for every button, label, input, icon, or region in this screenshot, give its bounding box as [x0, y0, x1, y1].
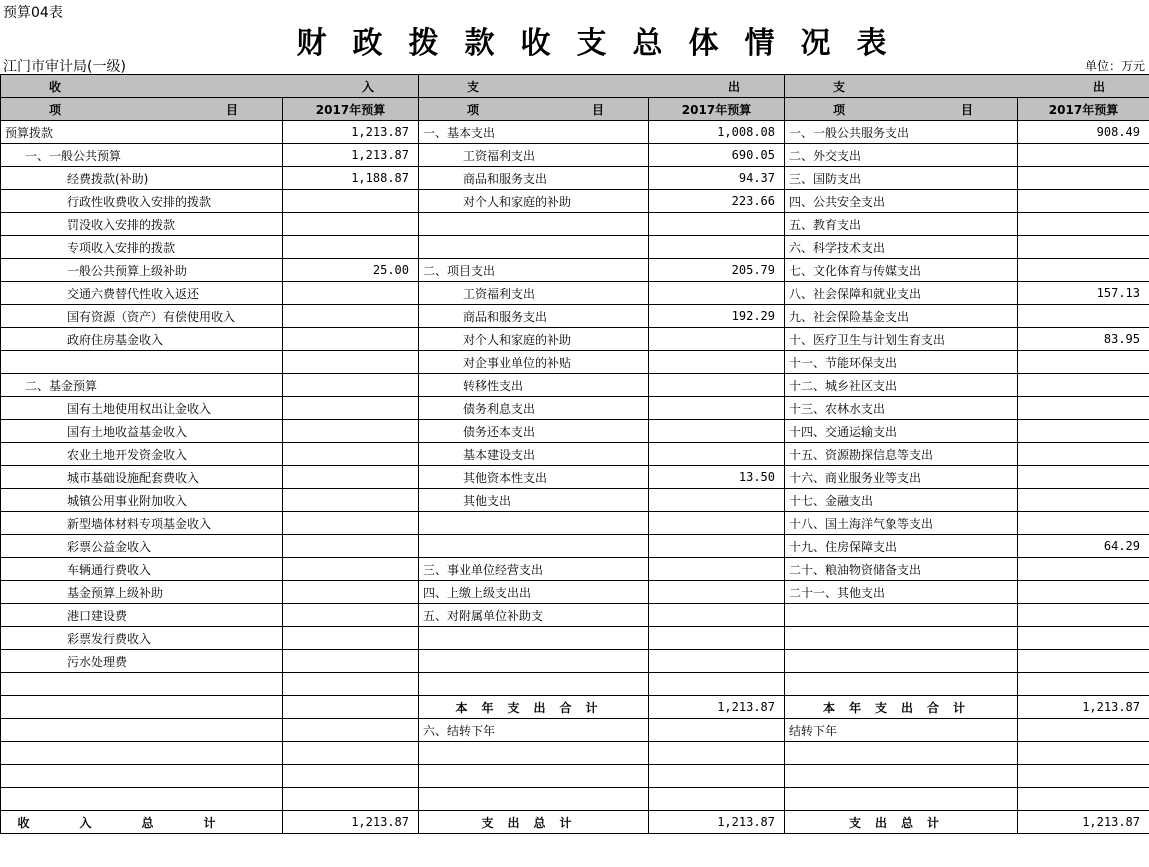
expense1-value[interactable]: 94.37 — [649, 167, 785, 190]
income-value[interactable] — [283, 305, 419, 328]
table-row — [1, 742, 1149, 765]
income-item[interactable] — [1, 765, 283, 788]
table-row — [1, 190, 1149, 213]
expense2-value[interactable]: 64.29 — [1018, 535, 1149, 558]
expense1-item[interactable]: 对企事业单位的补贴 — [419, 351, 649, 374]
header-exp1-left: 支 — [467, 79, 480, 94]
col-item-right: 目 — [591, 102, 604, 117]
expense2-item[interactable]: 十四、交通运输支出 — [785, 420, 1018, 443]
income-total-label[interactable]: 收入总计 — [1, 811, 283, 834]
expense1-value[interactable] — [649, 581, 785, 604]
expense1-value[interactable] — [649, 719, 785, 742]
income-item[interactable]: 一、一般公共预算 — [1, 144, 283, 167]
header-column-row — [1, 98, 1149, 121]
table-row — [1, 121, 1149, 144]
expense2-item[interactable]: 二十一、其他支出 — [785, 581, 1018, 604]
expense2-value[interactable] — [1018, 443, 1149, 466]
col-item-exp1 — [419, 98, 649, 121]
income-value[interactable] — [283, 443, 419, 466]
expense1-total-value[interactable]: 1,213.87 — [649, 811, 785, 834]
expense1-value[interactable] — [649, 236, 785, 259]
income-item[interactable]: 彩票发行费收入 — [1, 627, 283, 650]
expense1-item[interactable]: 四、上缴上级支出出 — [419, 581, 649, 604]
expense2-item[interactable]: 结转下年 — [785, 719, 1018, 742]
expense2-value[interactable] — [1018, 765, 1149, 788]
expense2-item[interactable]: 二、外交支出 — [785, 144, 1018, 167]
income-item[interactable] — [1, 696, 283, 719]
income-item[interactable] — [1, 673, 283, 696]
expense2-value[interactable] — [1018, 489, 1149, 512]
col-item-income — [1, 98, 283, 121]
expense2-item[interactable]: 八、社会保障和就业支出 — [785, 282, 1018, 305]
expense2-value[interactable]: 908.49 — [1018, 121, 1149, 144]
income-item[interactable]: 国有土地使用权出让金收入 — [1, 397, 283, 420]
expense1-value[interactable]: 690.05 — [649, 144, 785, 167]
income-item[interactable]: 一般公共预算上级补助 — [1, 259, 283, 282]
expense2-total-label[interactable]: 支出总计 — [785, 811, 1018, 834]
income-value[interactable] — [283, 788, 419, 811]
income-value[interactable] — [283, 558, 419, 581]
table-row — [1, 581, 1149, 604]
expense2-value[interactable] — [1018, 374, 1149, 397]
col-budget-exp1: 2017年预算 — [649, 98, 785, 121]
header-expense-2 — [785, 75, 1149, 98]
expense2-item[interactable] — [785, 788, 1018, 811]
income-value[interactable] — [283, 673, 419, 696]
col-item-left: 项 — [49, 102, 62, 117]
header-exp2-left: 支 — [833, 79, 846, 94]
expense2-item[interactable]: 本年支出合计 — [785, 696, 1018, 719]
expense1-item[interactable]: 对个人和家庭的补助 — [419, 328, 649, 351]
table-row — [1, 443, 1149, 466]
table-row — [1, 282, 1149, 305]
income-item[interactable]: 城市基础设施配套费收入 — [1, 466, 283, 489]
form-number: 预算04表 — [3, 5, 63, 21]
expense1-value[interactable] — [649, 397, 785, 420]
income-item[interactable]: 政府住房基金收入 — [1, 328, 283, 351]
expense1-item[interactable] — [419, 650, 649, 673]
table-row — [1, 167, 1149, 190]
expense2-item[interactable]: 四、公共安全支出 — [785, 190, 1018, 213]
income-value[interactable] — [283, 397, 419, 420]
expense1-item[interactable]: 一、基本支出 — [419, 121, 649, 144]
table-row — [1, 788, 1149, 811]
organization-name: 江门市审计局(一级) — [3, 59, 126, 75]
income-item[interactable]: 行政性收费收入安排的拨款 — [1, 190, 283, 213]
expense2-value[interactable] — [1018, 512, 1149, 535]
expense2-item[interactable] — [785, 673, 1018, 696]
expense1-value[interactable] — [649, 535, 785, 558]
col-budget-exp2: 2017年预算 — [1018, 98, 1149, 121]
income-total-value[interactable]: 1,213.87 — [283, 811, 419, 834]
col-budget-income: 2017年预算 — [283, 98, 419, 121]
income-value[interactable]: 1,213.87 — [283, 121, 419, 144]
income-value[interactable] — [283, 604, 419, 627]
expense1-item[interactable]: 债务利息支出 — [419, 397, 649, 420]
table-row — [1, 466, 1149, 489]
expense2-item[interactable]: 十九、住房保障支出 — [785, 535, 1018, 558]
expense1-value[interactable] — [649, 374, 785, 397]
income-value[interactable] — [283, 581, 419, 604]
income-value[interactable] — [283, 696, 419, 719]
header-expense-1 — [419, 75, 785, 98]
expense2-value[interactable] — [1018, 604, 1149, 627]
unit-label: 单位：万元 — [1084, 59, 1145, 73]
expense2-value[interactable] — [1018, 305, 1149, 328]
expense1-value[interactable] — [649, 282, 785, 305]
table-row — [1, 328, 1149, 351]
expense1-item[interactable]: 商品和服务支出 — [419, 305, 649, 328]
expense2-value[interactable] — [1018, 581, 1149, 604]
col-item-left: 项 — [467, 102, 480, 117]
income-item[interactable]: 国有土地收益基金收入 — [1, 420, 283, 443]
expense1-value[interactable] — [649, 328, 785, 351]
expense2-value[interactable] — [1018, 236, 1149, 259]
expense2-value[interactable] — [1018, 259, 1149, 282]
table-row — [1, 144, 1149, 167]
income-item[interactable]: 新型墙体材料专项基金收入 — [1, 512, 283, 535]
expense1-item[interactable] — [419, 788, 649, 811]
expense2-value[interactable] — [1018, 420, 1149, 443]
expense2-item[interactable] — [785, 627, 1018, 650]
header-exp2-right: 出 — [1092, 79, 1105, 94]
expense1-item[interactable]: 其他资本性支出 — [419, 466, 649, 489]
income-item[interactable]: 农业土地开发资金收入 — [1, 443, 283, 466]
expense1-item[interactable]: 工资福利支出 — [419, 144, 649, 167]
expense1-item[interactable]: 五、对附属单位补助支 — [419, 604, 649, 627]
expense2-value[interactable] — [1018, 742, 1149, 765]
table-row — [1, 489, 1149, 512]
expense1-item[interactable]: 基本建设支出 — [419, 443, 649, 466]
expense1-item[interactable]: 对个人和家庭的补助 — [419, 190, 649, 213]
income-item[interactable]: 彩票公益金收入 — [1, 535, 283, 558]
table-row — [1, 535, 1149, 558]
expense1-item[interactable]: 本年支出合计 — [419, 696, 649, 719]
expense1-value[interactable] — [649, 788, 785, 811]
table-row — [1, 558, 1149, 581]
expense1-item[interactable]: 商品和服务支出 — [419, 167, 649, 190]
header-exp1-right: 出 — [727, 79, 740, 94]
budget-table — [0, 74, 1149, 834]
income-item[interactable]: 污水处理费 — [1, 650, 283, 673]
income-value[interactable]: 25.00 — [283, 259, 419, 282]
income-item[interactable] — [1, 788, 283, 811]
table-row — [1, 374, 1149, 397]
income-item[interactable]: 罚没收入安排的拨款 — [1, 213, 283, 236]
income-value[interactable]: 1,213.87 — [283, 144, 419, 167]
expense1-value[interactable] — [649, 351, 785, 374]
income-value[interactable] — [283, 466, 419, 489]
expense1-item[interactable] — [419, 512, 649, 535]
expense2-item[interactable] — [785, 604, 1018, 627]
income-item[interactable]: 国有资源（资产）有偿使用收入 — [1, 305, 283, 328]
income-value[interactable] — [283, 512, 419, 535]
expense2-item[interactable]: 十二、城乡社区支出 — [785, 374, 1018, 397]
expense2-item[interactable]: 十七、金融支出 — [785, 489, 1018, 512]
table-row — [1, 213, 1149, 236]
expense2-item[interactable]: 十六、商业服务业等支出 — [785, 466, 1018, 489]
income-value[interactable] — [283, 282, 419, 305]
table-row — [1, 719, 1149, 742]
expense2-item[interactable]: 五、教育支出 — [785, 213, 1018, 236]
income-value[interactable] — [283, 719, 419, 742]
expense1-value[interactable] — [649, 604, 785, 627]
expense2-item[interactable]: 十三、农林水支出 — [785, 397, 1018, 420]
expense2-value[interactable] — [1018, 397, 1149, 420]
income-value[interactable] — [283, 213, 419, 236]
expense1-value[interactable]: 13.50 — [649, 466, 785, 489]
expense2-value[interactable] — [1018, 719, 1149, 742]
income-item[interactable]: 专项收入安排的拨款 — [1, 236, 283, 259]
col-item-exp2 — [785, 98, 1018, 121]
expense2-item[interactable]: 六、科学技术支出 — [785, 236, 1018, 259]
expense2-item[interactable]: 十八、国土海洋气象等支出 — [785, 512, 1018, 535]
expense2-value[interactable] — [1018, 351, 1149, 374]
expense1-item[interactable] — [419, 765, 649, 788]
table-row — [1, 351, 1149, 374]
expense2-item[interactable]: 一、一般公共服务支出 — [785, 121, 1018, 144]
col-item-right: 目 — [960, 102, 973, 117]
table-row — [1, 765, 1149, 788]
expense2-value[interactable]: 83.95 — [1018, 328, 1149, 351]
income-value[interactable] — [283, 236, 419, 259]
expense2-value[interactable] — [1018, 673, 1149, 696]
page-title: 财政拨款收支总体情况表 — [296, 26, 913, 61]
expense1-value[interactable] — [649, 765, 785, 788]
table-row — [1, 673, 1149, 696]
totals-row — [1, 811, 1149, 834]
expense2-item[interactable]: 十一、节能环保支出 — [785, 351, 1018, 374]
income-item[interactable]: 预算拨款 — [1, 121, 283, 144]
expense1-value[interactable] — [649, 443, 785, 466]
table-row — [1, 397, 1149, 420]
expense1-value[interactable]: 1,213.87 — [649, 696, 785, 719]
income-value[interactable] — [283, 489, 419, 512]
table-row — [1, 604, 1149, 627]
table-row — [1, 420, 1149, 443]
expense1-item[interactable]: 六、结转下年 — [419, 719, 649, 742]
expense2-value[interactable] — [1018, 144, 1149, 167]
expense1-value[interactable] — [649, 558, 785, 581]
expense1-item[interactable]: 转移性支出 — [419, 374, 649, 397]
expense1-total-label[interactable]: 支出总计 — [419, 811, 649, 834]
expense1-value[interactable]: 223.66 — [649, 190, 785, 213]
expense1-item[interactable]: 债务还本支出 — [419, 420, 649, 443]
expense2-value[interactable]: 1,213.87 — [1018, 696, 1149, 719]
col-item-right: 目 — [225, 102, 238, 117]
expense1-value[interactable]: 1,008.08 — [649, 121, 785, 144]
expense2-item[interactable] — [785, 765, 1018, 788]
expense1-value[interactable] — [649, 673, 785, 696]
table-row — [1, 259, 1149, 282]
expense1-value[interactable] — [649, 650, 785, 673]
expense2-value[interactable]: 157.13 — [1018, 282, 1149, 305]
income-item[interactable] — [1, 719, 283, 742]
expense2-value[interactable] — [1018, 190, 1149, 213]
expense1-item[interactable]: 二、项目支出 — [419, 259, 649, 282]
expense2-value[interactable] — [1018, 627, 1149, 650]
col-item-left: 项 — [833, 102, 846, 117]
expense2-value[interactable] — [1018, 167, 1149, 190]
expense2-item[interactable] — [785, 742, 1018, 765]
header-income — [1, 75, 419, 98]
expense1-value[interactable]: 192.29 — [649, 305, 785, 328]
expense2-item[interactable] — [785, 650, 1018, 673]
expense1-value[interactable] — [649, 213, 785, 236]
table-row — [1, 627, 1149, 650]
table-row — [1, 305, 1149, 328]
expense2-total-value[interactable]: 1,213.87 — [1018, 811, 1149, 834]
expense2-value[interactable] — [1018, 788, 1149, 811]
income-item[interactable]: 车辆通行费收入 — [1, 558, 283, 581]
expense1-item[interactable] — [419, 742, 649, 765]
expense2-item[interactable]: 十、医疗卫生与计划生育支出 — [785, 328, 1018, 351]
expense2-value[interactable] — [1018, 650, 1149, 673]
income-value[interactable] — [283, 190, 419, 213]
table-row — [1, 650, 1149, 673]
expense1-value[interactable] — [649, 420, 785, 443]
expense1-item[interactable] — [419, 535, 649, 558]
expense1-value[interactable] — [649, 512, 785, 535]
expense2-item[interactable]: 七、文化体育与传媒支出 — [785, 259, 1018, 282]
expense1-item[interactable] — [419, 236, 649, 259]
income-item[interactable] — [1, 742, 283, 765]
income-value[interactable] — [283, 328, 419, 351]
income-value[interactable] — [283, 627, 419, 650]
income-item[interactable]: 交通六费替代性收入返还 — [1, 282, 283, 305]
expense1-value[interactable]: 205.79 — [649, 259, 785, 282]
income-value[interactable] — [283, 650, 419, 673]
income-item[interactable]: 城镇公用事业附加收入 — [1, 489, 283, 512]
income-item[interactable]: 经费拨款(补助) — [1, 167, 283, 190]
expense1-item[interactable]: 其他支出 — [419, 489, 649, 512]
expense1-item[interactable] — [419, 627, 649, 650]
header-group-row — [1, 75, 1149, 98]
expense2-item[interactable]: 三、国防支出 — [785, 167, 1018, 190]
income-item[interactable]: 基金预算上级补助 — [1, 581, 283, 604]
expense1-item[interactable]: 三、事业单位经营支出 — [419, 558, 649, 581]
expense2-value[interactable] — [1018, 466, 1149, 489]
income-value[interactable] — [283, 765, 419, 788]
income-value[interactable] — [283, 374, 419, 397]
expense1-item[interactable]: 工资福利支出 — [419, 282, 649, 305]
table-row — [1, 696, 1149, 719]
income-value[interactable] — [283, 742, 419, 765]
header-income-right: 入 — [361, 79, 374, 94]
expense1-value[interactable] — [649, 627, 785, 650]
income-value[interactable] — [283, 420, 419, 443]
expense1-item[interactable] — [419, 673, 649, 696]
expense2-item[interactable]: 九、社会保险基金支出 — [785, 305, 1018, 328]
header-income-left: 收 — [49, 79, 62, 94]
income-value[interactable] — [283, 351, 419, 374]
expense2-item[interactable]: 十五、资源勘探信息等支出 — [785, 443, 1018, 466]
expense2-value[interactable] — [1018, 213, 1149, 236]
expense2-value[interactable] — [1018, 558, 1149, 581]
income-item[interactable]: 二、基金预算 — [1, 374, 283, 397]
income-value[interactable] — [283, 535, 419, 558]
income-item[interactable]: 港口建设费 — [1, 604, 283, 627]
table-row — [1, 512, 1149, 535]
expense1-value[interactable] — [649, 742, 785, 765]
income-value[interactable]: 1,188.87 — [283, 167, 419, 190]
expense1-value[interactable] — [649, 489, 785, 512]
expense1-item[interactable] — [419, 213, 649, 236]
expense2-item[interactable]: 二十、粮油物资储备支出 — [785, 558, 1018, 581]
table-row — [1, 236, 1149, 259]
income-item[interactable] — [1, 351, 283, 374]
